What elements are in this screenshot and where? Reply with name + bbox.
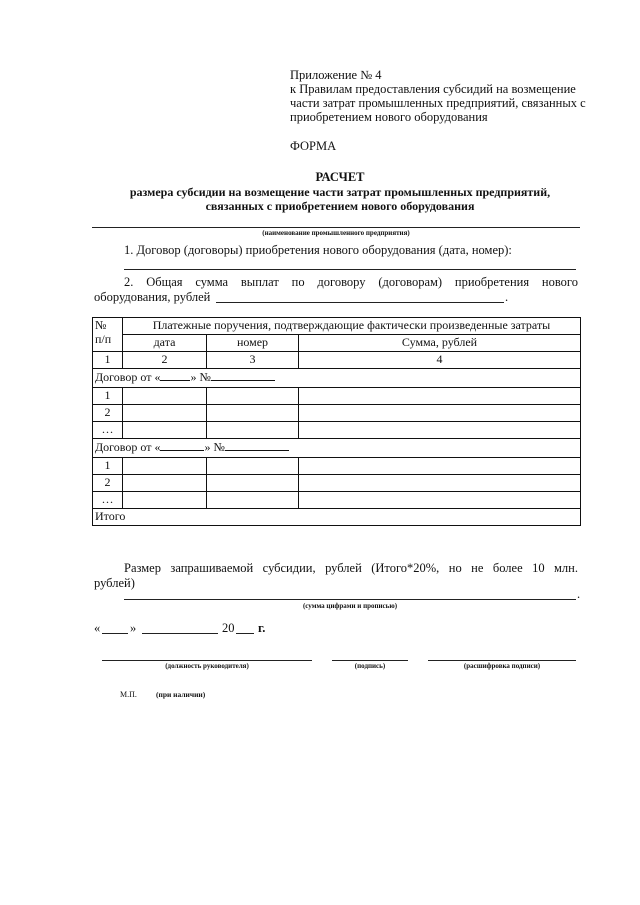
document-subtitle-line-1: размера субсидии на возмещение части затрат промышленных предприятий, [129,185,551,199]
col-no-line-2: п/п [95,332,112,346]
subsidy-period: . [577,587,581,601]
item-2-period: . [505,290,509,304]
form-label: ФОРМА [290,139,337,153]
table-index-row [93,352,581,369]
sum-caption: (сумма цифрами и прописью) [302,602,398,610]
contract-row-a [93,369,581,388]
table-row [93,405,581,422]
col-sum-header: Сумма, рублей [299,335,581,352]
item-2-text-line-2: оборудования, рублей [94,290,211,304]
subsidy-text-line-2: рублей) [94,576,135,590]
signature-decoding-line[interactable] [428,660,576,661]
contract-row-b [93,439,581,458]
group-header: Платежные поручения, подтверждающие фактически произведенные затраты [123,318,581,335]
number-cell[interactable] [207,492,299,509]
payments-table [92,317,581,526]
date-day-blank[interactable] [102,633,128,634]
date-month-blank[interactable] [142,633,218,634]
date-cell[interactable] [123,458,207,475]
contracts-input-line[interactable] [124,269,576,270]
row-index: 1 [93,388,123,405]
row-index: 2 [93,405,123,422]
row-index: 2 [93,475,123,492]
table-header-row-1 [93,318,581,335]
date-cell[interactable] [123,388,207,405]
number-cell[interactable] [207,458,299,475]
table-header-row-2 [93,335,581,352]
enterprise-caption: (наименование промышленного предприятия) [262,229,410,237]
table-row [93,422,581,439]
appendix-line-3: приобретением нового оборудования [290,110,488,124]
date-open-quote: « [94,621,101,635]
number-cell[interactable] [207,475,299,492]
sum-cell[interactable] [299,388,581,405]
index-cell: 1 [93,352,123,369]
contract-cell-b [93,439,581,458]
contract-label-start: Договор от « [95,440,161,454]
contract-label-mid: » № [204,440,225,454]
sum-cell[interactable] [299,458,581,475]
row-index: 1 [93,458,123,475]
col-number-header: номер [207,335,299,352]
position-line[interactable] [102,660,312,661]
subsidy-text-line-1: Размер запрашиваемой субсидии, рублей (Итого*20%, но не более 10 млн. [124,561,578,575]
contract-day-blank[interactable] [160,439,204,451]
total-row [93,509,581,526]
row-index: … [93,492,123,509]
signature-caption: (подпись) [354,662,386,670]
appendix-line-2: части затрат промышленных предприятий, связанных с [290,96,586,110]
appendix-title: Приложение № 4 [290,68,382,82]
contract-number-blank[interactable] [225,439,289,451]
date-year-blank[interactable] [236,633,254,634]
index-cell: 3 [207,352,299,369]
sum-cell[interactable] [299,405,581,422]
item-2-text-line-1: 2. Общая сумма выплат по договору (договорам) приобретения нового [124,275,578,289]
contract-day-blank[interactable] [160,369,190,381]
contract-label-start: Договор от « [95,370,161,384]
subsidy-amount-line[interactable] [124,599,576,600]
sum-cell[interactable] [299,422,581,439]
date-cell[interactable] [123,422,207,439]
col-no-header [93,318,123,352]
date-cell[interactable] [123,405,207,422]
index-cell: 4 [299,352,581,369]
table-row [93,388,581,405]
sum-cell[interactable] [299,475,581,492]
total-payments-input-line[interactable] [216,302,504,303]
table-row [93,475,581,492]
index-cell: 2 [123,352,207,369]
date-close-quote: » [130,621,137,635]
enterprise-name-line[interactable] [92,227,580,228]
date-century: 20 [222,621,235,635]
stamp-note: (при наличии) [156,690,206,699]
document-title: РАСЧЕТ [315,170,365,184]
number-cell[interactable] [207,405,299,422]
stamp-label: М.П. [120,690,137,699]
date-year-suffix: г. [258,621,266,635]
sum-cell[interactable] [299,492,581,509]
contract-label-mid: » № [190,370,211,384]
total-cell: Итого [93,509,581,526]
col-no-line-1: № [95,318,107,332]
table-row [93,458,581,475]
appendix-line-1: к Правилам предоставления субсидий на возмещение [290,82,576,96]
decoding-caption: (расшифровка подписи) [463,662,541,670]
number-cell[interactable] [207,388,299,405]
date-cell[interactable] [123,475,207,492]
signature-line[interactable] [332,660,408,661]
row-index: … [93,422,123,439]
table-row [93,492,581,509]
date-cell[interactable] [123,492,207,509]
contract-number-blank[interactable] [211,369,275,381]
document-subtitle-line-2: связанных с приобретением нового оборудования [205,199,475,213]
contract-cell-a [93,369,581,388]
col-date-header: дата [123,335,207,352]
position-caption: (должность руководителя) [165,662,249,670]
item-1-text: 1. Договор (договоры) приобретения нового оборудования (дата, номер): [124,243,512,257]
number-cell[interactable] [207,422,299,439]
